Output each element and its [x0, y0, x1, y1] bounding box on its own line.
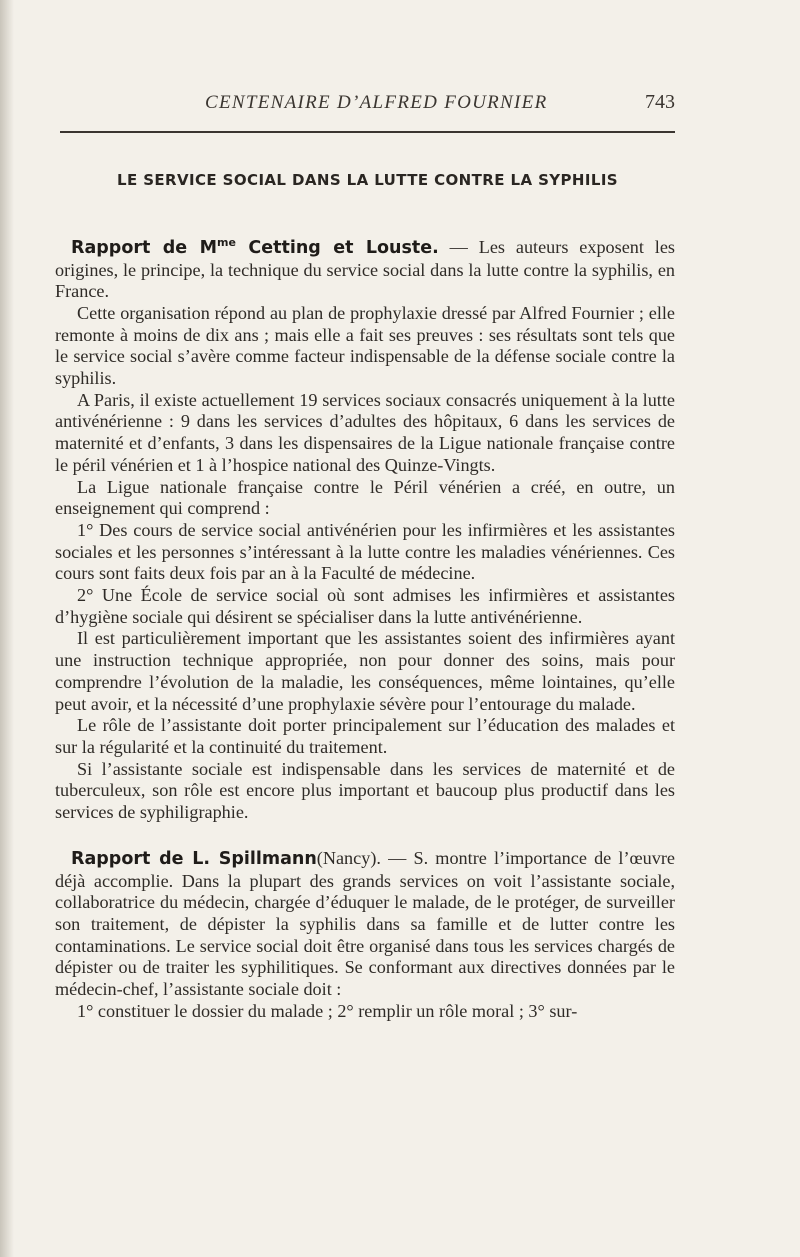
- report-1-label: Rapport de $M^{me}$ Cetting et Louste.: [71, 236, 439, 258]
- section-title: LE SERVICE SOCIAL DANS LA LUTTE CONTRE LA SYPHILIS: [116, 171, 619, 189]
- running-header: [60, 88, 675, 118]
- report-1-paragraph: 2° Une École de service social où sont admises les infirmières et assistantes d’hygiène sociale qui désirent se spécialiser dans la lutte antivénérienne.: [55, 585, 675, 627]
- report-1-paragraph: Il est particulièrement important que les assistantes soient des infirmières ayant une instruction technique appropriée, non pour donner des soins, mais pour comprendre l’évolution de la maladie, les conséquences, même lointaines, qu’elle peut avoir, et la nécessité d’une prophylaxie sévère pour l’entourage du malade.: [55, 628, 675, 714]
- report-1-paragraph: La Ligue nationale française contre le Péril vénérien a créé, en outre, un enseignement qui comprend :: [55, 476, 675, 519]
- report-2-intro: Rapport de L. Spillmann(Nancy). — S. montre l’importance de l’œuvre déjà accomplie. Dans la plupart des grands services on voit l’assistante sociale, collaboratrice du médecin, chargée d’éduquer le malade, de le protéger, de surveiller son traitement, de dépister la syphilis dans sa famille et de lutter contre les contaminations. Le service social doit être organisé dans tous les services chargés de dépister ou de traiter les syphilitiques. Se conformant aux directives données par le médecin-chef, l’assistante sociale doit :: [55, 847, 675, 1000]
- report-1-paragraph: Le rôle de l’assistante doit porter principalement sur l’éducation des malades et sur la régularité et la continuité du traitement.: [55, 715, 675, 757]
- report-1-paragraph: A Paris, il existe actuellement 19 services sociaux consacrés uniquement à la lutte antivénérienne : 9 dans les services d’adultes des hôpitaux, 6 dans les services de maternité et d’enfants, 3 dans les dispensaires de la Ligue nationale française contre le péril vénérien et 1 à l’hospice national des Quinze-Vingts.: [55, 389, 675, 475]
- report-1-paragraph: Cette organisation répond au plan de prophylaxie dressé par Alfred Fournier ; elle remonte à moins de dix ans ; mais elle a fait ses preuves : ses résultats sont tels que le service social s’avère comme facteur indispensable de la défense sociale contre la syphilis.: [55, 302, 675, 389]
- report-separator: [55, 824, 675, 848]
- report-2-city: (Nancy).: [316, 847, 381, 868]
- report-2-paragraph: 1° constituer le dossier du malade ; 2° remplir un rôle moral ; 3° sur-: [77, 1000, 578, 1021]
- report-2-label: Rapport de L. Spillmann: [71, 848, 317, 869]
- running-title: CENTENAIRE D’ALFRED FOURNIER: [205, 92, 548, 113]
- page-edge-shadow: [0, 0, 14, 1257]
- header-rule: [60, 131, 675, 133]
- page-number: 743: [645, 91, 675, 113]
- report-1-paragraph: 1° Des cours de service social antivénérien pour les infirmières et les assistantes sociales et les personnes s’intéressant à la lutte contre les maladies vénériennes. Ces cours sont faits deux fois par an à la Faculté de médecine.: [55, 519, 675, 584]
- body-text: [55, 232, 675, 1022]
- report-1-intro: Rapport de $M^{me}$ Cetting et Louste. — Les auteurs exposent les origines, le principe, la technique du service social dans la lutte contre la syphilis, en France.: [55, 236, 676, 302]
- report-1-paragraph: Si l’assistante sociale est indispensable dans les services de maternité et de tuberculeux, son rôle est encore plus important et baucoup plus productif dans les services de syphiligraphie.: [55, 758, 675, 823]
